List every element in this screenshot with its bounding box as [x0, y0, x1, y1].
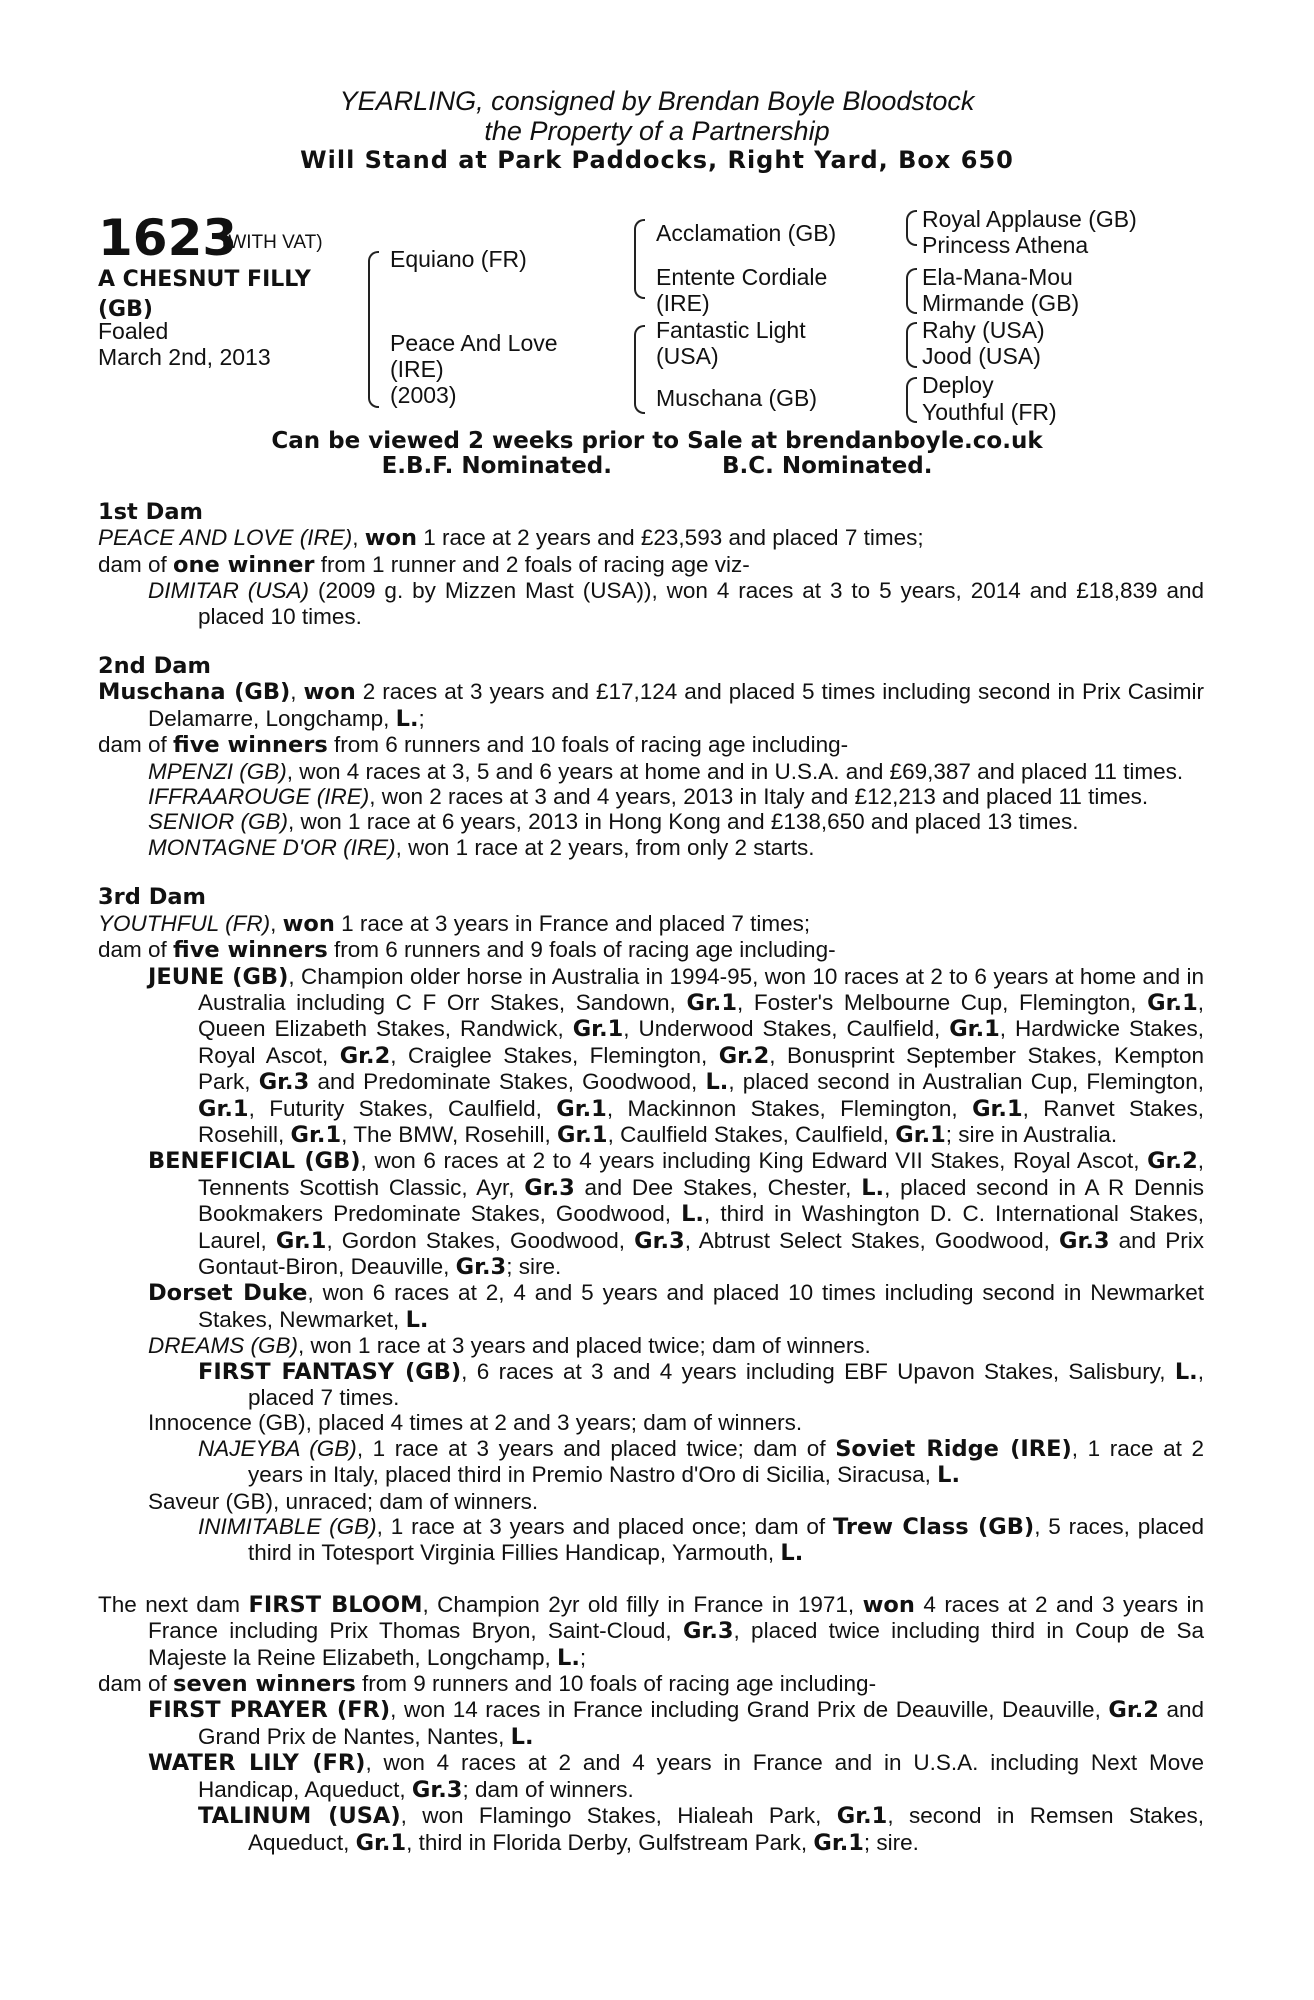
- dam-record: Muschana (GB), won 2 races at 3 years and £17,124 and placed 5 times including second in Prix Casimir Delamarre, Longchamp, L.;: [98, 679, 1204, 732]
- sex-country: (GB): [98, 297, 153, 322]
- dam-produce-summary: dam of five winners from 6 runners and 10 foals of racing age including-: [98, 732, 849, 759]
- pedigree-brace: [634, 325, 645, 414]
- dds: Deploy: [922, 372, 994, 398]
- lot-number: 1623: [98, 209, 238, 267]
- produce-entry: Innocence (GB), placed 4 times at 2 and 3 years; dam of winners.: [148, 1410, 803, 1436]
- next-dam-record: The next dam FIRST BLOOM, Champion 2yr old filly in France in 1971, won 4 races at 2 and 3 years in France including Prix Thomas Bryon, Saint-Cloud, Gr.3, placed twice including third in Coup de Sa Majeste la Reine Elizabeth, Longchamp, L.;: [98, 1591, 1204, 1671]
- sdd: Mirmande (GB): [922, 290, 1080, 316]
- lot-description: [98, 265, 311, 325]
- pedigree-brace: [906, 322, 917, 368]
- grand-produce-entry: INIMITABLE (GB), 1 race at 3 years and placed once; dam of Trew Class (GB), 5 races, placed third in Totesport Virginia Fillies Handicap, Yarmouth, L.: [198, 1514, 1205, 1567]
- produce-entry: JEUNE (GB), Champion older horse in Australia in 1994-95, won 10 races at 2 to 6 years at home and in Australia including C F Orr Stakes, Sandown, Gr.1, Foster's Melbourne Cup, Flemington, Gr.1, Queen Elizabeth Stakes, Randwick, Gr.1, Underwood Stakes, Caulfield, Gr.1, Hardwicke Stakes, Royal Ascot, Gr.2, Craiglee Stakes, Flemington, Gr.2, Bonusprint September Stakes, Kempton Park, Gr.3 and Predominate Stakes, Goodwood, L., placed second in Australian Cup, Flemington, Gr.1, Futurity Stakes, Caulfield, Gr.1, Mackinnon Stakes, Flemington, Gr.1, Ranvet Stakes, Rosehill, Gr.1, The BMW, Rosehill, Gr.1, Caulfield Stakes, Caulfield, Gr.1; sire in Australia.: [148, 963, 1205, 1148]
- ssd: Princess Athena: [922, 232, 1089, 258]
- catalogue-body: [98, 500, 1204, 1856]
- dam-produce-summary: dam of five winners from 6 runners and 9 foals of racing age including-: [98, 937, 836, 964]
- dam-country: (IRE): [390, 356, 444, 382]
- section-heading: 3rd Dam: [98, 884, 206, 911]
- dsd: Jood (USA): [922, 343, 1041, 369]
- vat-note: (WITH VAT): [222, 232, 323, 253]
- foaled-date: March 2nd, 2013: [98, 344, 271, 370]
- produce-entry: MPENZI (GB), won 4 races at 3, 5 and 6 years at home and in U.S.A. and £69,387 and placed 11 times.: [148, 758, 1184, 784]
- grand-produce-entry: FIRST FANTASY (GB), 6 races at 3 and 4 years including EBF Upavon Stakes, Salisbury, L., placed 7 times.: [198, 1358, 1204, 1410]
- produce-entry: FIRST PRAYER (FR), won 14 races in France including Grand Prix de Deauville, Deauville, Gr.2 and Grand Prix de Nantes, Nantes, L.: [148, 1697, 1204, 1750]
- dam-sire: Fantastic Light: [656, 317, 806, 343]
- dam-name: Peace And Love: [390, 330, 558, 356]
- nominations: [0, 453, 1314, 479]
- stand-location: Will Stand at Park Paddocks, Right Yard, Box 650: [300, 146, 1014, 174]
- bc-nominated: B.C. Nominated.: [721, 453, 933, 479]
- produce-entry: SENIOR (GB), won 1 race at 6 years, 2013 in Hong Kong and £138,650 and placed 13 times.: [148, 809, 1079, 835]
- produce-entry: Dorset Duke, won 6 races at 2, 4 and 5 years and placed 10 times including second in Newmarket Stakes, Newmarket, L.: [148, 1280, 1204, 1333]
- pedigree-brace: [906, 268, 917, 314]
- produce-entry: IFFRAAROUGE (IRE), won 2 races at 3 and 4 years, 2013 in Italy and £12,213 and placed 11 times.: [148, 784, 1149, 810]
- produce-entry: WATER LILY (FR), won 4 races at 2 and 4 years in France and in U.S.A. including Next Move Handicap, Aqueduct, Gr.3; dam of winners.: [148, 1750, 1205, 1803]
- pedigree-brace: [368, 251, 379, 408]
- dam-record: YOUTHFUL (FR), won 1 race at 3 years in France and placed 7 times;: [98, 910, 811, 937]
- consignor-line: YEARLING, consigned by Brendan Boyle Bloodstock: [339, 86, 975, 116]
- section-heading: 2nd Dam: [98, 653, 211, 680]
- section-heading: 1st Dam: [98, 499, 203, 525]
- sds: Ela-Mana-Mou: [922, 264, 1073, 290]
- produce-entry: DIMITAR (USA) (2009 g. by Mizzen Mast (USA)), won 4 races at 3 to 5 years, 2014 and £18,839 and placed 10 times.: [148, 578, 1205, 629]
- dam-produce-summary: dam of one winner from 1 runner and 2 foals of racing age viz-: [98, 551, 750, 578]
- grand-produce-entry: TALINUM (USA), won Flamingo Stakes, Hialeah Park, Gr.1, second in Remsen Stakes, Aqueduct, Gr.1, third in Florida Derby, Gulfstream Park, Gr.1; sire.: [198, 1803, 1204, 1856]
- sire: Equiano (FR): [390, 246, 527, 272]
- grand-produce-entry: NAJEYBA (GB), 1 race at 3 years and placed twice; dam of Soviet Ridge (IRE), 1 race at 2 years in Italy, placed third in Premio Nastro d'Oro di Sicilia, Siracusa, L.: [198, 1435, 1204, 1489]
- sire-dam-country: (IRE): [656, 290, 710, 316]
- dam-record: PEACE AND LOVE (IRE), won 1 race at 2 years and £23,593 and placed 7 times;: [98, 525, 924, 552]
- viewing-note: Can be viewed 2 weeks prior to Sale at brendanboyle.co.uk: [271, 428, 1043, 454]
- produce-entry: MONTAGNE D'OR (IRE), won 1 race at 2 years, from only 2 starts.: [148, 834, 815, 860]
- foaled-label: Foaled: [98, 318, 169, 344]
- pedigree-brace: [906, 210, 917, 246]
- ddd: Youthful (FR): [922, 399, 1057, 425]
- pedigree-brace: [906, 377, 917, 423]
- property-line: the Property of a Partnership: [484, 116, 830, 146]
- produce-entry: BENEFICIAL (GB), won 6 races at 2 to 4 years including King Edward VII Stakes, Royal Ascot, Gr.2, Tennents Scottish Classic, Ayr, Gr.3 and Dee Stakes, Chester, L., placed second in A R Dennis Bookmakers Predominate Stakes, Goodwood, L., third in Washington D. C. International Stakes, Laurel, Gr.1, Gordon Stakes, Goodwood, Gr.3, Abtrust Select Stakes, Goodwood, Gr.3 and Prix Gontaut-Biron, Deauville, Gr.3; sire.: [148, 1148, 1204, 1280]
- dam-dam: Muschana (GB): [656, 385, 818, 411]
- sire-dam: Entente Cordiale: [656, 264, 828, 290]
- sex-line: A CHESNUT FILLY: [98, 267, 311, 292]
- sss: Royal Applause (GB): [922, 206, 1137, 232]
- produce-entry: DREAMS (GB), won 1 race at 3 years and placed twice; dam of winners.: [148, 1333, 871, 1359]
- dam-year: (2003): [390, 382, 457, 408]
- dam-sire-country: (USA): [656, 343, 719, 369]
- ebf-nominated: E.B.F. Nominated.: [381, 453, 612, 479]
- pedigree-brace: [634, 219, 645, 299]
- dam-produce-summary: dam of seven winners from 9 runners and 10 foals of racing age including-: [98, 1671, 877, 1698]
- produce-entry: Saveur (GB), unraced; dam of winners.: [148, 1488, 539, 1514]
- sire-sire: Acclamation (GB): [656, 220, 837, 246]
- dss: Rahy (USA): [922, 317, 1045, 343]
